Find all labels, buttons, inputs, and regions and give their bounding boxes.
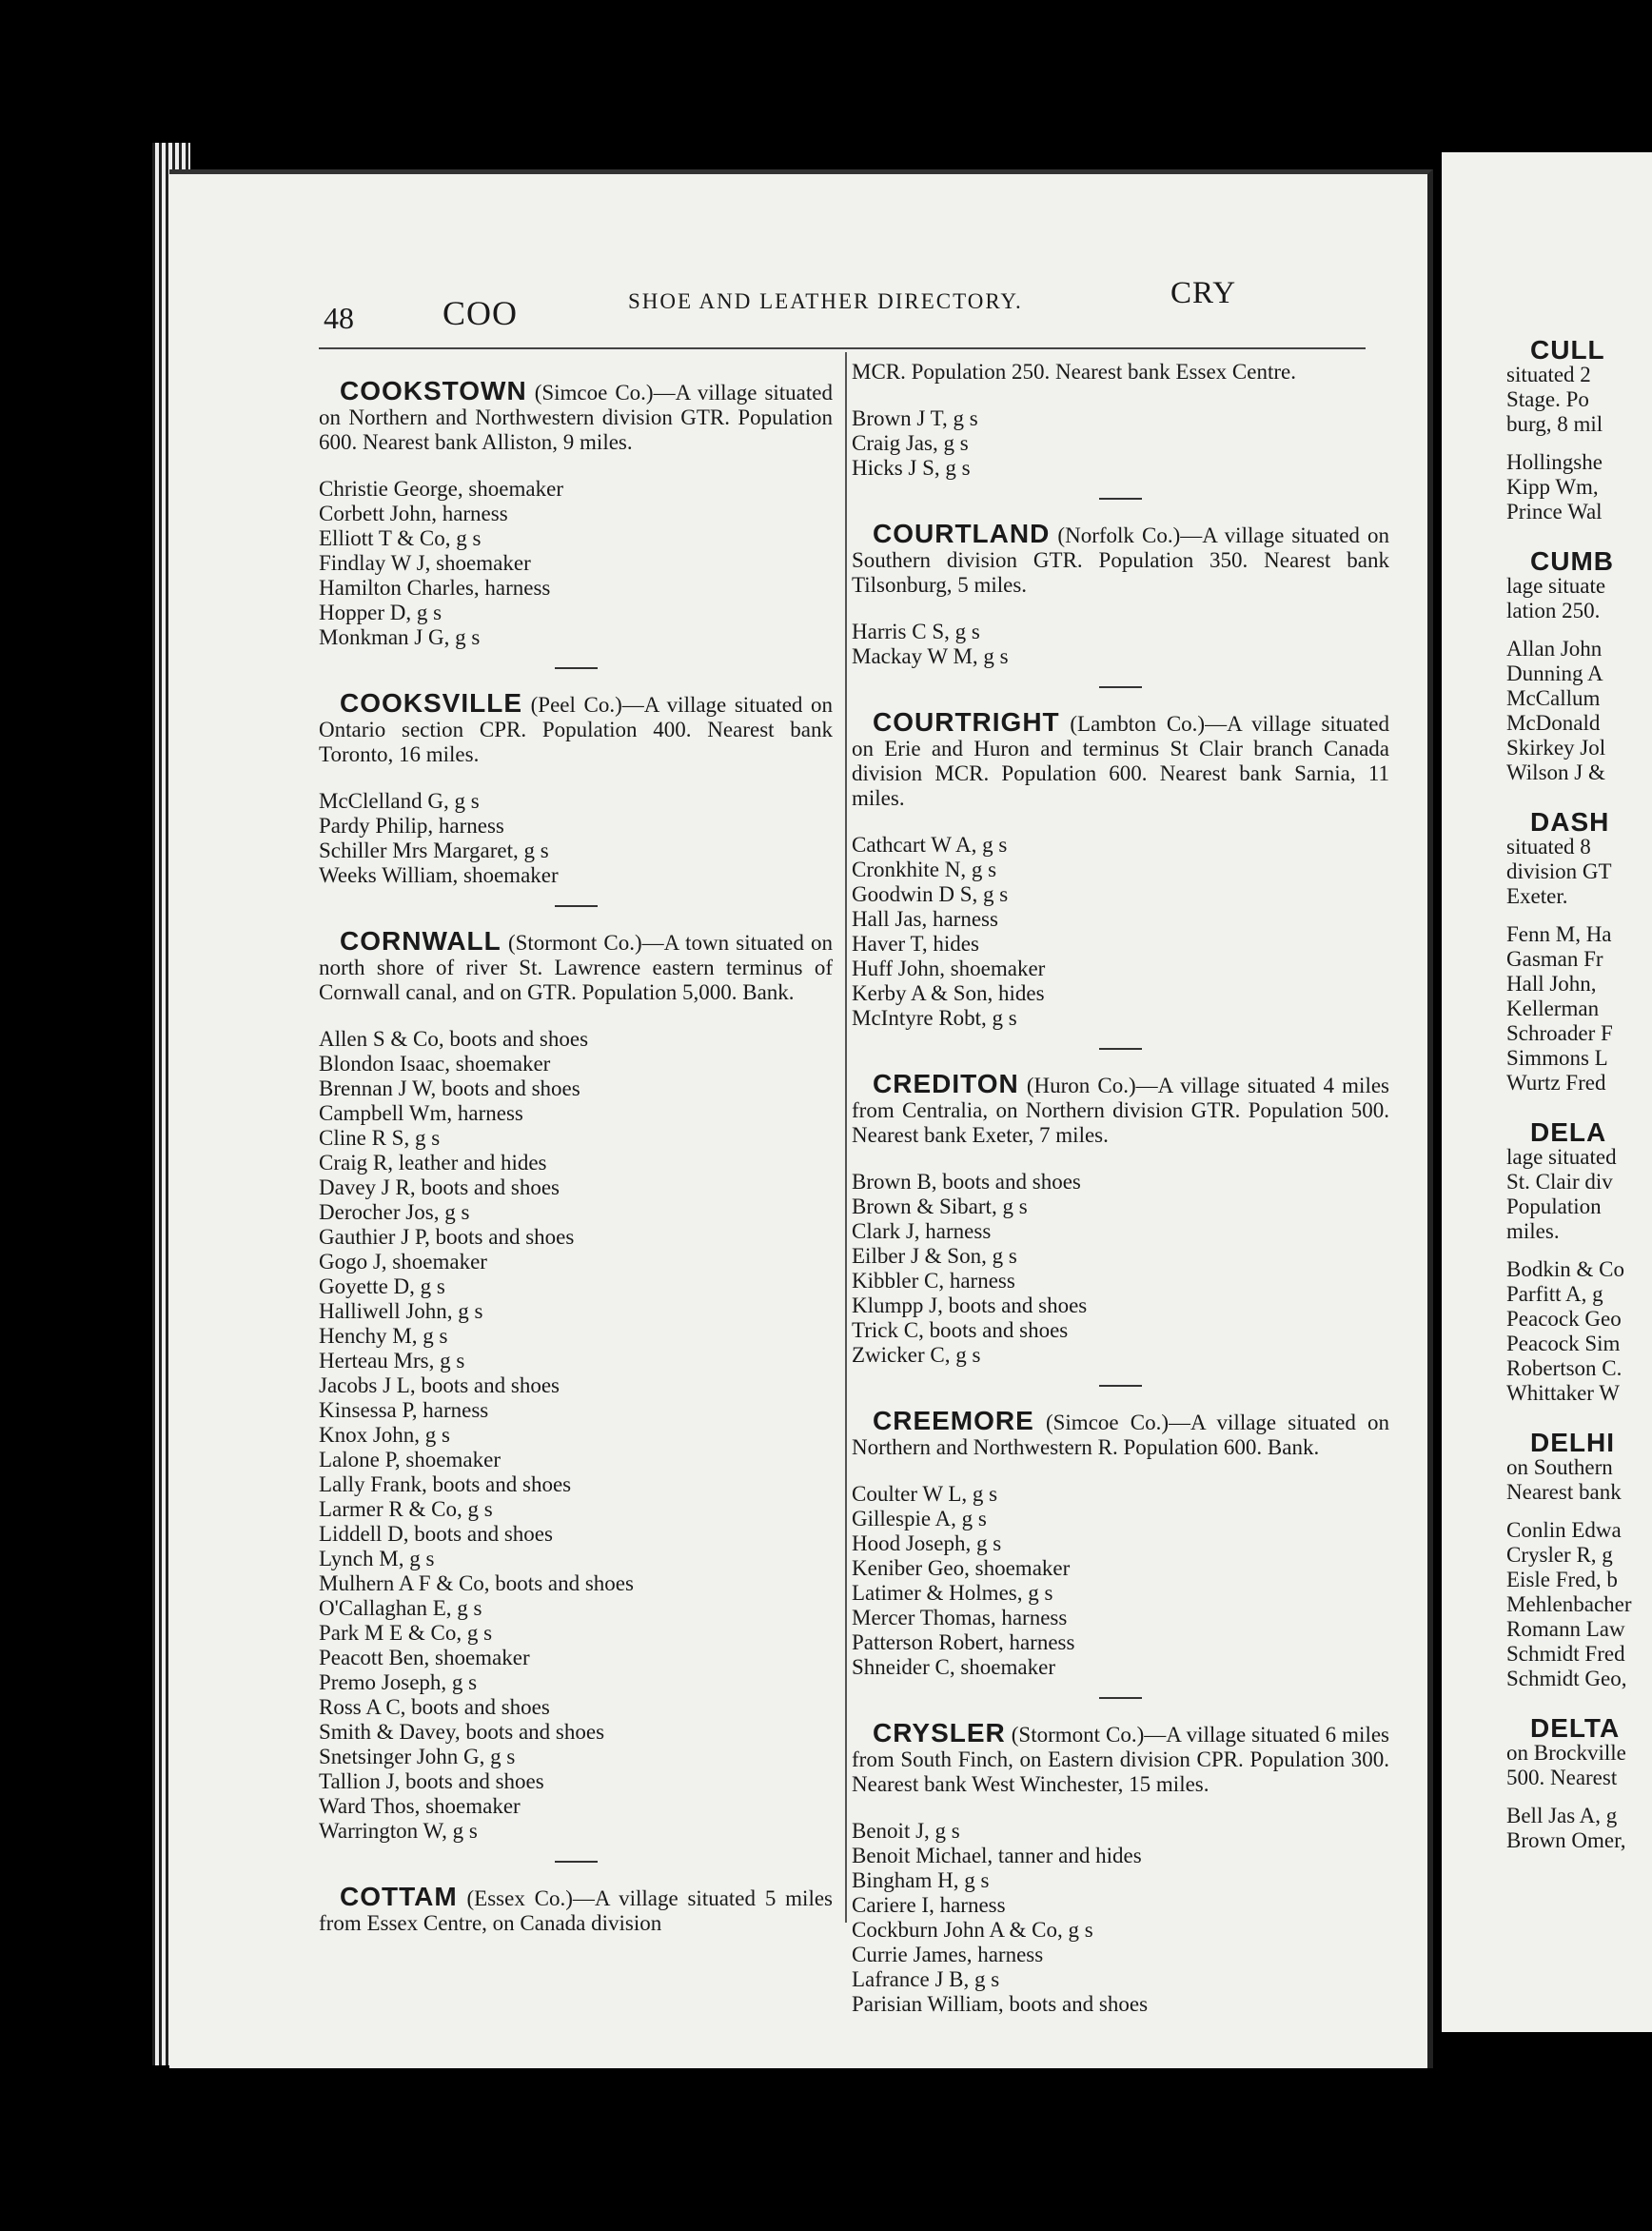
facing-text-line: Skirkey Jol	[1506, 736, 1606, 760]
business-listing: Warrington W, g s	[319, 1819, 478, 1843]
left-column	[319, 357, 833, 1958]
business-listing: Elliott T & Co, g s	[319, 526, 482, 550]
business-listing: Monkman J G, g s	[319, 625, 481, 649]
town-entry	[319, 926, 833, 1844]
facing-text-line: Stage. Po	[1506, 387, 1589, 411]
section-separator	[555, 905, 598, 907]
business-listing: Gogo J, shoemaker	[319, 1250, 487, 1273]
column-divider	[845, 352, 847, 1923]
town-description	[852, 707, 1389, 811]
facing-text-line: Schroader F	[1506, 1021, 1613, 1045]
business-listing: Mackay W M, g s	[852, 644, 1009, 668]
facing-text-line: Bodkin & Co	[1506, 1257, 1624, 1281]
business-listing: Clark J, harness	[852, 1219, 992, 1243]
business-listing: Craig R, leather and hides	[319, 1151, 547, 1175]
facing-text-line: Kellerman	[1506, 997, 1600, 1020]
facing-text-line: McCallum	[1506, 686, 1601, 710]
business-listing: Jacobs J L, boots and shoes	[319, 1373, 560, 1397]
business-listing: Huff John, shoemaker	[852, 957, 1046, 980]
business-listing: Hicks J S, g s	[852, 456, 971, 480]
business-listing: Herteau Mrs, g s	[319, 1349, 465, 1372]
facing-text-line: Nearest bank	[1506, 1480, 1622, 1504]
business-listing: Cockburn John A & Co, g s	[852, 1918, 1093, 1942]
section-separator	[1099, 1048, 1142, 1050]
town-description	[852, 1406, 1389, 1460]
facing-text-line	[1506, 1244, 1652, 1257]
facing-text-line: division GT	[1506, 859, 1612, 883]
business-listing: Latimer & Holmes, g s	[852, 1581, 1053, 1605]
business-listing: Harris C S, g s	[852, 620, 980, 643]
business-listing: Goyette D, g s	[319, 1274, 445, 1298]
facing-text-line: Bell Jas A, g	[1506, 1804, 1618, 1827]
business-listing: Blondon Isaac, shoemaker	[319, 1052, 551, 1076]
business-listing: Kinsessa P, harness	[319, 1398, 489, 1422]
town-description	[319, 1882, 833, 1936]
facing-text-line: Dunning A	[1506, 661, 1603, 685]
business-listing: Ross A C, boots and shoes	[319, 1695, 550, 1719]
business-listing: Campbell Wm, harness	[319, 1101, 523, 1125]
business-listing: Snetsinger John G, g s	[319, 1745, 516, 1768]
facing-text-line	[1506, 909, 1652, 922]
business-listing: McIntyre Robt, g s	[852, 1006, 1017, 1030]
facing-text-line: Eisle Fred, b	[1506, 1568, 1618, 1591]
business-listing: Halliwell John, g s	[319, 1299, 483, 1323]
town-description	[852, 1718, 1389, 1797]
business-listing: Shneider C, shoemaker	[852, 1655, 1055, 1679]
town-name: COTTAM	[340, 1882, 458, 1911]
business-listing: Smith & Davey, boots and shoes	[319, 1720, 605, 1744]
facing-text-line: Mehlenbacher	[1506, 1592, 1632, 1616]
facing-text-line: lage situate	[1506, 574, 1606, 598]
business-listing: Klumpp J, boots and shoes	[852, 1293, 1088, 1317]
town-entry	[319, 1882, 833, 1936]
right-column	[852, 338, 1389, 2032]
business-listing: Hall Jas, harness	[852, 907, 998, 931]
facing-text-line: Exeter.	[1506, 884, 1568, 908]
business-listing: Gillespie A, g s	[852, 1507, 987, 1530]
page-header	[324, 276, 1370, 333]
business-listing: Zwicker C, g s	[852, 1343, 981, 1367]
business-listing: Patterson Robert, harness	[852, 1630, 1075, 1654]
facing-text-line: Gasman Fr	[1506, 947, 1603, 971]
business-listing: Ward Thos, shoemaker	[319, 1794, 521, 1818]
town-name: CREEMORE	[873, 1406, 1034, 1435]
facing-text-line	[1506, 437, 1652, 450]
business-list	[852, 406, 1389, 481]
business-list	[852, 1819, 1389, 2017]
business-listing: Hood Joseph, g s	[852, 1531, 1002, 1555]
facing-text-line: Hollingshe	[1506, 450, 1603, 474]
business-listing: Allen S & Co, boots and shoes	[319, 1027, 589, 1051]
business-list	[852, 1170, 1389, 1368]
town-name: COURTLAND	[873, 519, 1051, 548]
facing-text-line: Wurtz Fred	[1506, 1071, 1606, 1095]
facing-page-entry	[1506, 1117, 1652, 1406]
facing-text-line: 500. Nearest	[1506, 1766, 1618, 1789]
facing-text-line: Romann Law	[1506, 1617, 1625, 1641]
business-list	[852, 1482, 1389, 1680]
town-description	[319, 688, 833, 767]
facing-text-line: Robertson C.	[1506, 1356, 1622, 1380]
business-listing: Lynch M, g s	[319, 1547, 435, 1570]
business-listing: Peacott Ben, shoemaker	[319, 1646, 530, 1669]
town-entry	[852, 707, 1389, 1031]
business-listing: Parisian William, boots and shoes	[852, 1992, 1149, 2016]
business-listing: Park M E & Co, g s	[319, 1621, 493, 1645]
facing-page-entry	[1506, 546, 1652, 785]
running-head-right: CRY	[1170, 276, 1237, 310]
business-listing: Craig Jas, g s	[852, 431, 969, 455]
business-listing: Hamilton Charles, harness	[319, 576, 551, 600]
town-entry	[852, 1406, 1389, 1680]
facing-text-line: Peacock Geo	[1506, 1307, 1622, 1331]
facing-text-line: lation 250.	[1506, 599, 1601, 622]
town-details: (Simcoe Co.)—A village situated on Northern and Northwestern R. Population 600. Bank.	[852, 1411, 1389, 1459]
facing-text-line	[1506, 623, 1652, 637]
business-listing: Henchy M, g s	[319, 1324, 448, 1348]
facing-text-line: Schmidt Fred	[1506, 1642, 1625, 1666]
business-listing: Mulhern A F & Co, boots and shoes	[319, 1571, 634, 1595]
business-listing: Cline R S, g s	[319, 1126, 441, 1150]
facing-text-line: Prince Wal	[1506, 500, 1603, 523]
business-listing: Brown & Sibart, g s	[852, 1194, 1028, 1218]
facing-text-line: Allan John	[1506, 637, 1603, 661]
business-listing: Findlay W J, shoemaker	[319, 551, 531, 575]
facing-page-column	[1506, 335, 1652, 1878]
town-entry	[852, 1718, 1389, 2017]
section-separator	[1099, 1697, 1142, 1699]
facing-text-line: Parfitt A, g	[1506, 1282, 1603, 1306]
facing-text-line: Kipp Wm,	[1506, 475, 1599, 499]
business-listing: Cariere I, harness	[852, 1893, 1006, 1917]
facing-town-name: CUMB	[1530, 546, 1614, 576]
running-title: SHOE AND LEATHER DIRECTORY.	[628, 289, 1023, 313]
facing-town-name: CULL	[1530, 335, 1605, 365]
facing-text-line	[1506, 1790, 1652, 1804]
business-listing: Goodwin D S, g s	[852, 882, 1009, 906]
town-entry	[319, 376, 833, 650]
section-separator	[555, 1861, 598, 1863]
town-details: MCR. Population 250. Nearest bank Essex Centre.	[852, 360, 1296, 384]
business-listing: Lafrance J B, g s	[852, 1967, 1000, 1991]
business-listing: Haver T, hides	[852, 932, 979, 956]
section-separator	[1099, 686, 1142, 688]
town-name: COOKSTOWN	[340, 376, 527, 405]
facing-text-line: situated 2	[1506, 363, 1591, 386]
business-list	[852, 833, 1389, 1031]
facing-page-entry	[1506, 1713, 1652, 1853]
business-listing: Brennan J W, boots and shoes	[319, 1076, 580, 1100]
business-listing: Keniber Geo, shoemaker	[852, 1556, 1071, 1580]
facing-text-line: Brown Omer,	[1506, 1828, 1626, 1852]
facing-page-entry	[1506, 807, 1652, 1096]
town-description	[319, 376, 833, 455]
business-listing: McClelland G, g s	[319, 789, 480, 813]
business-listing: Kerby A & Son, hides	[852, 981, 1045, 1005]
business-listing: Cathcart W A, g s	[852, 833, 1008, 857]
business-listing: Currie James, harness	[852, 1943, 1044, 1966]
town-name: COURTRIGHT	[873, 707, 1060, 737]
facing-text-line: Conlin Edwa	[1506, 1518, 1622, 1542]
business-listing: Coulter W L, g s	[852, 1482, 998, 1506]
facing-text-line: lage situated	[1506, 1145, 1617, 1169]
facing-page-entry	[1506, 1428, 1652, 1691]
town-entry	[852, 519, 1390, 669]
facing-text-line: on Brockville	[1506, 1741, 1626, 1765]
business-listing: O'Callaghan E, g s	[319, 1596, 482, 1620]
business-listing: Derocher Jos, g s	[319, 1200, 470, 1224]
town-name: CORNWALL	[340, 926, 502, 956]
town-description	[852, 519, 1390, 598]
business-listing: Eilber J & Son, g s	[852, 1244, 1017, 1268]
facing-page-entry	[1506, 335, 1652, 524]
town-details: (Essex Co.)—A village situated 5 miles from Essex Centre, on Canada division	[319, 1886, 833, 1935]
running-head-left: COO	[442, 294, 519, 332]
town-details: (Norfolk Co.)—A village situated on Southern division GTR. Population 350. Nearest bank Tilsonburg, 5 miles.	[852, 523, 1390, 597]
town-entry	[319, 688, 833, 888]
business-listing: Mercer Thomas, harness	[852, 1606, 1068, 1629]
facing-text-line: St. Clair div	[1506, 1170, 1613, 1194]
facing-text-line: Hall John,	[1506, 972, 1597, 996]
business-listing: Corbett John, harness	[319, 502, 508, 525]
page-number: 48	[324, 301, 354, 335]
facing-town-name: DELA	[1530, 1117, 1607, 1147]
facing-text-line: McDonald	[1506, 711, 1601, 735]
facing-text-line: Population	[1506, 1194, 1602, 1218]
business-listing: Pardy Philip, harness	[319, 814, 504, 838]
facing-town-name: DASH	[1530, 807, 1610, 837]
business-listing: Brown B, boots and shoes	[852, 1170, 1081, 1194]
town-name: CRYSLER	[873, 1718, 1006, 1747]
facing-text-line: burg, 8 mil	[1506, 412, 1603, 436]
town-description	[319, 926, 833, 1005]
facing-text-line: Fenn M, Ha	[1506, 922, 1612, 946]
town-name: CREDITON	[873, 1069, 1019, 1098]
business-list	[852, 620, 1389, 669]
facing-text-line: Peacock Sim	[1506, 1332, 1621, 1355]
business-listing: Larmer R & Co, g s	[319, 1497, 493, 1521]
business-listing: Benoit Michael, tanner and hides	[852, 1844, 1142, 1867]
town-description	[852, 1069, 1389, 1148]
business-list	[319, 789, 833, 888]
section-separator	[1099, 498, 1142, 500]
business-listing: Knox John, g s	[319, 1423, 451, 1447]
business-listing: Lalone P, shoemaker	[319, 1448, 501, 1471]
town-entry	[852, 360, 1389, 481]
facing-text-line: Schmidt Geo,	[1506, 1667, 1627, 1690]
facing-text-line: Wilson J &	[1506, 760, 1605, 784]
business-listing: Lally Frank, boots and shoes	[319, 1472, 572, 1496]
business-listing: Davey J R, boots and shoes	[319, 1175, 560, 1199]
section-separator	[1099, 1385, 1142, 1387]
business-listing: Bingham H, g s	[852, 1868, 990, 1892]
town-details: (Stormont Co.)—A village situated 6 miles from South Finch, on Eastern division CPR. Population 300. Nearest bank West Winchester, 15 miles.	[852, 1723, 1389, 1796]
business-listing: Kibbler C, harness	[852, 1269, 1015, 1293]
town-details: (Peel Co.)—A village situated on Ontario section CPR. Population 400. Nearest bank Toronto, 16 miles.	[319, 693, 833, 766]
business-listing: Benoit J, g s	[852, 1819, 960, 1843]
facing-text-line	[1506, 1505, 1652, 1518]
facing-town-name: DELTA	[1530, 1713, 1621, 1743]
business-list	[319, 477, 833, 650]
facing-text-line: situated 8	[1506, 835, 1591, 859]
facing-text-line: on Southern	[1506, 1455, 1613, 1479]
business-listing: Weeks William, shoemaker	[319, 863, 559, 887]
facing-text-line: Simmons L	[1506, 1046, 1608, 1070]
business-listing: Trick C, boots and shoes	[852, 1318, 1069, 1342]
town-details: (Stormont Co.)—A town situated on north shore of river St. Lawrence eastern terminus of Cornwall canal, and on GTR. Population 5,000. Bank.	[319, 931, 833, 1004]
town-name: COOKSVILLE	[340, 688, 523, 718]
town-description	[852, 360, 1389, 385]
town-details: (Lambton Co.)—A village situated on Erie and Huron and terminus St Clair branch Canada division MCR. Population 600. Nearest bank Sarnia, 11 miles.	[852, 712, 1389, 810]
facing-text-line: Whittaker W	[1506, 1381, 1620, 1405]
facing-text-line: miles.	[1506, 1219, 1560, 1243]
business-listing: Schiller Mrs Margaret, g s	[319, 839, 549, 862]
facing-town-name: DELHI	[1530, 1428, 1615, 1457]
facing-text-line: Crysler R, g	[1506, 1543, 1613, 1567]
business-listing: Hopper D, g s	[319, 601, 442, 624]
business-listing: Tallion J, boots and shoes	[319, 1769, 544, 1793]
business-list	[319, 1027, 833, 1844]
business-listing: Cronkhite N, g s	[852, 858, 997, 881]
town-details: (Huron Co.)—A village situated 4 miles from Centralia, on Northern division GTR. Population 500. Nearest bank Exeter, 7 miles.	[852, 1074, 1389, 1147]
town-details: (Simcoe Co.)—A village situated on Northern and Northwestern division GTR. Population 600. Nearest bank Alliston, 9 miles.	[319, 381, 833, 454]
business-listing: Gauthier J P, boots and shoes	[319, 1225, 575, 1249]
business-listing: Christie George, shoemaker	[319, 477, 563, 501]
business-listing: Liddell D, boots and shoes	[319, 1522, 553, 1546]
business-listing: Brown J T, g s	[852, 406, 978, 430]
town-entry	[852, 1069, 1389, 1368]
section-separator	[555, 667, 598, 669]
business-listing: Premo Joseph, g s	[319, 1670, 478, 1694]
